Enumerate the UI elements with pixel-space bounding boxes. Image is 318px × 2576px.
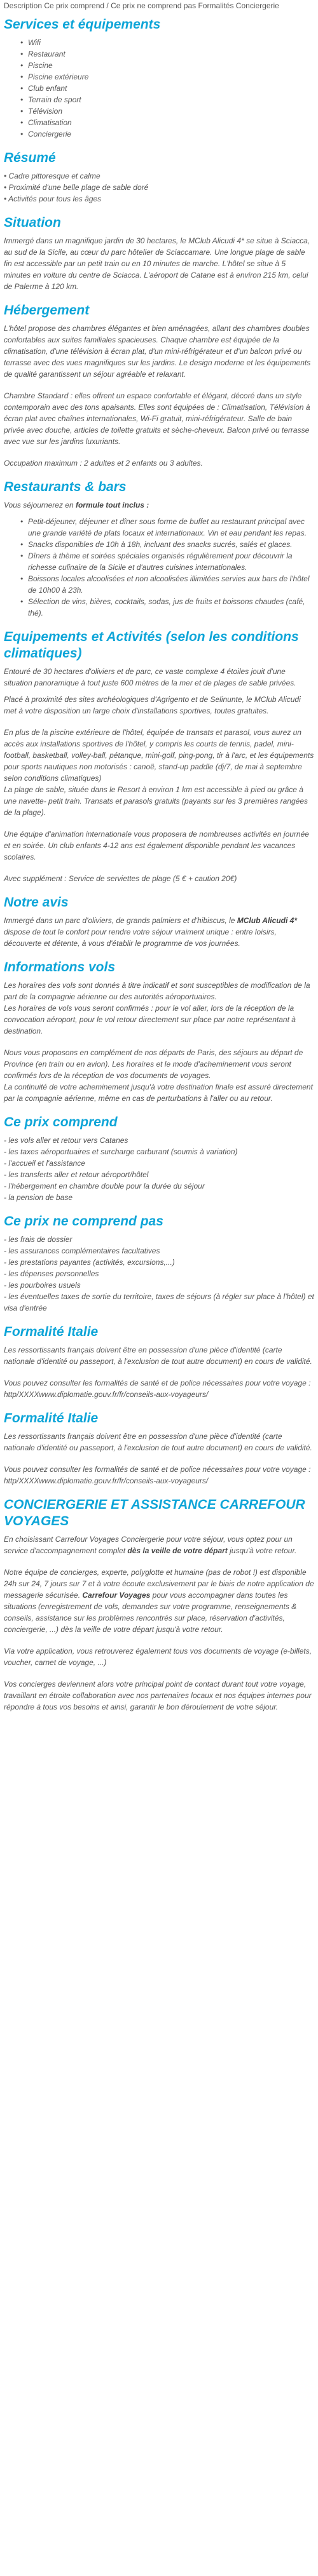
hebergement-text-3: Occupation maximum : 2 adultes et 2 enfants ou 3 adultes. <box>4 459 203 468</box>
conciergerie-title: CONCIERGERIE ET ASSISTANCE CARREFOUR VOYAGES <box>4 1497 305 1528</box>
formalite-text-2: Vous pouvez consulter les formalités de santé et de police nécessaires pour votre voyage : http/XXXXwww.diplomatie.gouv.fr/fr/conseils-aux-voyageurs/ <box>4 1379 311 1399</box>
list-item: - l'hébergement en chambre double pour la durée du séjour <box>4 1182 205 1190</box>
list-item: - les éventuelles taxes de sortie du territoire, taxes de séjours (à régler sur place à l'hôtel) et visa d'entrée <box>4 1292 314 1312</box>
restaurants-section <box>4 479 314 619</box>
list-item: • Climatisation <box>28 117 314 128</box>
avis-text-a: Immergé dans un parc d'oliviers, de grands palmiers et d'hibiscus, le <box>4 916 237 925</box>
avis-text <box>4 915 314 949</box>
infos-text-1: Les horaires des vols sont donnés à titre indicatif et sont susceptibles de modification de la part de la compagnie aérienne ou des autorités aéroportuaires. <box>4 981 310 1001</box>
conciergerie-text-1a: En choisissant Carrefour Voyages Conciergerie pour votre séjour, vous optez pour un service d'accompagnement complet <box>4 1535 293 1555</box>
list-item: - les transferts aller et retour aéroport/hôtel <box>4 1170 149 1179</box>
formalite-title-1: Formalité Italie <box>4 1325 99 1339</box>
list-item: - les taxes aéroportuaires et surcharge carburant (soumis à variation) <box>4 1147 238 1156</box>
list-item: • Activités pour tous les âges <box>4 194 102 203</box>
list-item: • Piscine extérieure <box>28 71 314 83</box>
activites-text-6: Avec supplément : Service de serviettes de plage (5 € + caution 20€) <box>4 874 237 883</box>
formalite-title-2: Formalité Italie <box>4 1411 99 1426</box>
activites-text-4: La plage de sable, située dans le Resort à environ 1 km est accessible à pied ou grâce à une navette- petit train. Transats et parasols gratuits (payants sur les 3 premières rangées de la plage). <box>4 785 308 817</box>
list-item: • Wifi <box>28 37 314 48</box>
restaurants-list <box>4 516 314 619</box>
activites-text-3: En plus de la piscine extérieure de l'hôtel, équipée de transats et parasol, vous aurez un accès aux installations sportives de l'hôtel, y compris les courts de tennis, padel, mini-football, basketball, volley-ball, pétanque, mini-golf, ping-pong, tir à l'arc, et les équipements pour sports nautiques non motorisés : canoë, stand-up paddle (dj/7, de mai à septembre selon conditions climatiques) <box>4 728 314 783</box>
list-item: - les assurances complémentaires facultatives <box>4 1246 160 1255</box>
conciergerie-text-1-bold: dès la veille de votre départ <box>127 1546 228 1555</box>
ne-comprend-section <box>4 1213 314 1314</box>
infos-text-4: La continuité de votre acheminement jusqu'à votre destination finale est assuré directement par la compagnie aérienne, même en cas de perturbations à l'aller ou au retour. <box>4 1082 313 1103</box>
list-item: • Terrain de sport <box>28 94 314 105</box>
services-list <box>4 37 314 140</box>
avis-text-bold: MClub Alicudi 4* <box>237 916 297 925</box>
formalite-text-1: Les ressortissants français doivent être en possession d'une pièce d'identité (carte nationale d'identité ou passeport, à l'exclusion de tout autre document) en cours de validité. <box>4 1345 312 1366</box>
formalite-section-2 <box>4 1410 314 1487</box>
hebergement-title: Hébergement <box>4 303 90 318</box>
list-item: - les vols aller et retour vers Catanes <box>4 1136 128 1145</box>
conciergerie-text-4: Vos concierges deviennent alors votre principal point de contact durant tout votre voyage, travaillant en étroite collaboration avec nos partenaires locaux et nos équipes internes pour répondre à tous vos besoins et ainsi, garantir le bon déroulement de votre séjour. <box>4 1680 312 1711</box>
ne-comprend-title: Ce prix ne comprend pas <box>4 1214 163 1229</box>
avis-section <box>4 894 314 949</box>
restaurants-title: Restaurants & bars <box>4 480 127 494</box>
list-item: • Sélection de vins, bières, cocktails, sodas, jus de fruits et boissons chaudes (café, thé). <box>28 596 314 619</box>
list-item: • Club enfant <box>28 83 314 94</box>
formalite-text-4: Vous pouvez consulter les formalités de santé et de police nécessaires pour votre voyage : http/XXXXwww.diplomatie.gouv.fr/fr/conseils-aux-voyageurs/ <box>4 1465 311 1485</box>
conciergerie-text-1b: jusqu'à votre retour. <box>227 1546 297 1555</box>
list-item: • Piscine <box>28 60 314 71</box>
hebergement-text-1: L'hôtel propose des chambres élégantes et bien aménagées, allant des chambres doubles confortables aux suites familiales spacieuses. Chaque chambre est équipée de la climatisation, d'une télévision à écran plat, d'un mini-réfrigérateur et d'un balcon privé ou terrasse avec des vues magnifiques sur les jardins. Le design moderne et les équipements de qualité garantissent un séjour agréable et relaxant. <box>4 324 311 379</box>
conciergerie-text-2a: Notre équipe de concierges, experte, polyglotte et humaine (pas de robot !) est disponible 24h sur 24, 7 jours sur 7 et à votre écoute exclusivement par le biais de notre application de messagerie sécurisée. <box>4 1568 314 1600</box>
intro-line: Description Ce prix comprend / Ce prix ne comprend pas Formalités Conciergerie <box>4 1 279 10</box>
list-item: - les pourboires usuels <box>4 1281 81 1290</box>
comprend-title: Ce prix comprend <box>4 1115 118 1130</box>
list-item: • Restaurant <box>28 48 314 60</box>
infos-section <box>4 959 314 1104</box>
activites-text-1: Entouré de 30 hectares d'oliviers et de parc, ce vaste complexe 4 étoiles jouit d'une situation panoramique à tout juste 600 mètres de la mer et de plages de sable privées. <box>4 667 296 687</box>
conciergerie-text-2b: pour vous accompagner dans toutes les situations (enregistrement de vols, demandes sur votre programme, renseignements & conseils, assistance sur les problèmes rencontrés sur place, réservation d'activités, conciergerie, ...) dès la veille de votre départ jusqu'à votre retour. <box>4 1591 297 1634</box>
list-item: - l'accueil et l'assistance <box>4 1159 85 1168</box>
conciergerie-text-3: Via votre application, vous retrouverez également tous vos documents de voyage (e-billets, voucher, carnet de voyage, ...) <box>4 1647 312 1667</box>
restaurants-intro <box>4 499 314 511</box>
situation-title: Situation <box>4 215 61 230</box>
infos-text-3: Nous vous proposons en complément de nos départs de Paris, des séjours au départ de Province (en train ou en avion). Les horaires et le mode d'acheminement vous seront confirmés lors de la réception de vos documents de voyages. <box>4 1048 303 1080</box>
conciergerie-text-1 <box>4 1534 314 1556</box>
resume-title: Résumé <box>4 151 56 165</box>
hebergement-text-2: Chambre Standard : elles offrent un espace confortable et élégant, décoré dans un style contemporain avec des tons apaisants. Elles sont équipées de : Climatisation, Télévision à écran plat avec chaînes internationales, Wi-Fi gratuit, mini-réfrigérateur. Salle de bain privée avec douche, articles de toilette gratuits et sèche-cheveux. Balcon privé ou terrasse avec vue sur les jardins luxuriants. <box>4 391 310 446</box>
comprend-section <box>4 1114 314 1203</box>
services-title: Services et équipements <box>4 17 161 32</box>
list-item: - les prestations payantes (activités, excursions,...) <box>4 1258 175 1267</box>
comprend-list <box>4 1135 314 1203</box>
list-item: • Dîners à thème et soirées spéciales organisés régulièrement pour découvrir la richesse culinaire de la Sicile et d'autres cuisines internationales. <box>28 550 314 573</box>
page <box>0 1 318 1713</box>
situation-section <box>4 215 314 292</box>
list-item: • Télévision <box>28 105 314 117</box>
formalite-section-1 <box>4 1324 314 1400</box>
list-item: • Conciergerie <box>28 128 314 140</box>
avis-title: Notre avis <box>4 895 69 910</box>
activites-text-5: Une équipe d'animation internationale vous proposera de nombreuses activités en journée et en soirée. Un club enfants 4-12 ans est également disponible pendant les vacances scolaires. <box>4 830 309 861</box>
list-item: • Petit-déjeuner, déjeuner et dîner sous forme de buffet au restaurant principal avec une grande variété de plats locaux et internationaux. Vin et eau pendant les repas. <box>28 516 314 539</box>
activites-section <box>4 629 314 884</box>
list-item: • Snacks disponibles de 10h à 18h, incluant des snacks sucrés, salés et glaces. <box>28 539 314 550</box>
infos-text-2: Les horaires de vols vous seront confirmés : pour le vol aller, lors de la réception de la convocation aéroport, pour le vol retour directement sur place par notre représentant à destination. <box>4 1004 296 1035</box>
list-item: - les frais de dossier <box>4 1235 73 1244</box>
hebergement-section <box>4 302 314 469</box>
situation-text: Immergé dans un magnifique jardin de 30 hectares, le MClub Alicudi 4* se situe à Sciacca, au sud de la Sicile, au cœur du parc hôtelier de Sciaccamare. Une longue plage de sable fin est accessible par un petit train ou en 10 minutes de marche. L'hôtel se situe à 5 minutes en voiture du centre de Sciacca. L'aéroport de Catane est à environ 215 km, celui de Palerme à 120 km. <box>4 236 310 291</box>
conciergerie-text-2 <box>4 1567 314 1635</box>
infos-title: Informations vols <box>4 960 116 974</box>
list-item: - les dépenses personnelles <box>4 1269 99 1278</box>
list-item: - la pension de base <box>4 1193 73 1202</box>
conciergerie-section <box>4 1497 314 1713</box>
ne-comprend-list <box>4 1234 314 1314</box>
formalite-text-3: Les ressortissants français doivent être en possession d'une pièce d'identité (carte nationale d'identité ou passeport, à l'exclusion de tout autre document) en cours de validité. <box>4 1432 312 1452</box>
list-item: • Cadre pittoresque et calme <box>4 172 100 180</box>
list-item: • Boissons locales alcoolisées et non alcoolisées illimitées servies aux bars de l'hôtel de 10h00 à 23h. <box>28 573 314 596</box>
restaurants-intro-bold: formule tout inclus : <box>75 501 149 509</box>
resume-section <box>4 150 314 205</box>
restaurants-intro-text: Vous séjournerez en <box>4 501 76 509</box>
list-item: • Proximité d'une belle plage de sable doré <box>4 183 149 192</box>
activites-title: Equipements et Activités (selon les conditions climatiques) <box>4 630 299 661</box>
conciergerie-text-2-bold: Carrefour Voyages <box>82 1591 151 1600</box>
services-section <box>4 17 314 140</box>
activites-text-2: Placé à proximité des sites archéologiques d'Agrigento et de Selinunte, le MClub Alicudi met à votre disposition un large choix d'installations sportives, toutes gratuites. <box>4 695 301 715</box>
avis-text-b: dispose de tout le confort pour rendre votre séjour vraiment unique : entre loisirs, découverte et détente, à vous d'établir le programme de vos journées. <box>4 927 277 948</box>
resume-list <box>4 170 314 205</box>
